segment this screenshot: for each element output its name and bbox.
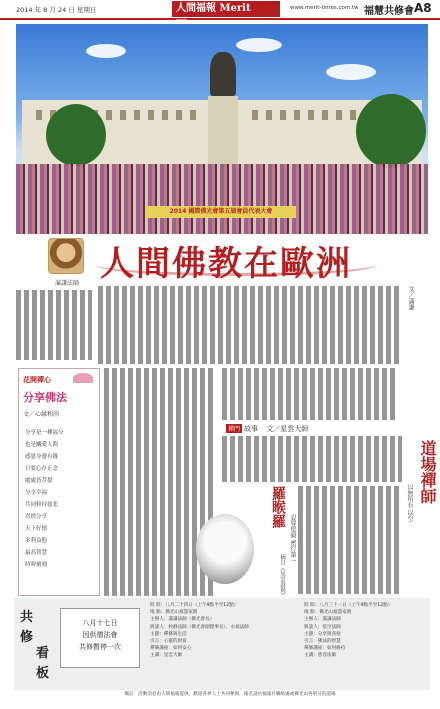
box-subtitle: 分享佛法	[23, 391, 67, 404]
schedule-line: 禪修講座：如何修持	[304, 646, 346, 652]
schedule-line: 引言：心靈的財富	[150, 639, 187, 645]
schedule-line: 主題：分享與喜捨	[304, 631, 341, 637]
story-label	[226, 424, 308, 434]
article-body-left	[16, 290, 92, 360]
list-item: 共同修持慈悲	[25, 502, 59, 508]
article-body-right-top	[222, 368, 398, 420]
cloud-shape	[86, 44, 126, 58]
schedule-column-1	[150, 602, 290, 660]
dao-subtitle: 以無所有 以空	[406, 484, 413, 522]
dao-title: 道場禪師	[418, 440, 437, 504]
cloud-shape	[326, 64, 376, 80]
list-item: 天下好德	[25, 526, 48, 532]
list-item: 喜捨分享	[25, 514, 48, 520]
website-url: www.merit-times.com.tw	[290, 5, 359, 11]
cloud-shape	[236, 38, 282, 52]
section-title: 福慧共修會	[364, 6, 414, 17]
story-label-text: 故事	[244, 425, 259, 433]
group-of-people	[16, 164, 428, 234]
rohula-subtitle: 忍辱堅毅 密行第一	[289, 514, 296, 564]
tree-shape	[46, 104, 106, 166]
schedule-line: 時 間：八月三十一日（上午9點半至12點）	[304, 603, 393, 608]
heading-char: 看	[36, 646, 50, 661]
notice-line: 因供僧法會	[82, 631, 118, 639]
schedule-column-2	[304, 602, 428, 660]
schedule-line: 時 間：八月二十四日（上午9點半至12點）	[150, 603, 239, 608]
list-item: 時時刻刻	[25, 562, 48, 568]
article-title: 人間佛教在歐洲	[100, 244, 352, 284]
schedule-line: 主講：星雲大師	[150, 653, 183, 659]
schedule-line: 與談人：依空法師	[304, 624, 341, 630]
schedule-line: 地 點：佛光山福慧家園	[150, 610, 198, 616]
list-item: 只要心存正念	[25, 466, 59, 472]
story-tag: 禪門	[228, 426, 241, 433]
list-item: 最高智慧	[25, 550, 48, 556]
buddha-statue-image	[196, 514, 254, 584]
newspaper-logo: 人間福報 Merit	[172, 1, 280, 17]
notice-line: 八月十七日	[82, 619, 118, 627]
box-byline: 文／心縁和尚	[23, 411, 60, 418]
schedule-line: 地 點：佛光山福慧家園	[304, 610, 352, 616]
schedule-line: 主辦人：滿謙法師	[304, 617, 341, 623]
schedule-line: 與談人：妙靜法師（佛光會副理事長）、永福法師	[150, 624, 249, 630]
verse-list	[25, 427, 64, 571]
article-body-upper	[98, 286, 402, 364]
article-byline: 文／滿謙	[407, 286, 414, 310]
story-body-lower	[298, 486, 400, 594]
schedule-line: 禪修講座：如何安心	[150, 646, 192, 652]
issue-date: 2014 年 8 月 24 日 星期日	[16, 6, 97, 14]
page-header	[0, 0, 440, 20]
schedule-line: 主講：慈容法師	[304, 653, 337, 659]
author-name: 滿謙法師	[54, 280, 79, 287]
list-item: 分享是一種福分	[25, 430, 64, 436]
author-portrait	[48, 238, 84, 274]
bulletin-footer: 備註：活動消息由人間福報提供，歡迎各界人士共同參與，報名請洽福報社聯絡處或佛光山各別分院道場	[124, 692, 336, 697]
schedule-line: 引言：佛法的智慧	[304, 639, 341, 645]
suspension-notice	[60, 608, 140, 668]
box-heading: 花開禪心	[23, 376, 51, 384]
group-banner: 2014 國際佛光會第五屆會員代表大會	[146, 206, 296, 218]
dharma-sharing-box	[18, 368, 100, 596]
list-item: 處處皆菩提	[25, 478, 53, 484]
story-byline: 文／星雲大師	[266, 425, 309, 433]
practice-bulletin	[14, 598, 430, 690]
rohula-source: 摘自《星雲說偈》	[279, 554, 285, 598]
hero-photo	[16, 24, 428, 234]
equestrian-statue	[210, 52, 236, 96]
lotus-icon	[73, 373, 93, 383]
tree-shape	[356, 94, 426, 168]
bulletin-heading	[18, 600, 52, 688]
list-item: 也是關愛人間	[25, 442, 59, 448]
story-body	[222, 436, 402, 482]
statue-pedestal	[208, 96, 238, 166]
schedule-line: 主辦人：滿謙法師（佛光會長）	[150, 617, 215, 623]
list-item: 感恩身邊有緣	[25, 454, 59, 460]
list-item: 多利益他	[25, 538, 48, 544]
heading-char: 修	[20, 630, 34, 645]
page-number: A8	[414, 1, 432, 15]
heading-char: 共	[20, 610, 34, 625]
rohula-title: 羅睺羅	[270, 486, 286, 528]
heading-char: 板	[36, 666, 50, 681]
schedule-line: 主題：禪修與生活	[150, 631, 187, 637]
list-item: 分享幸福	[25, 490, 48, 496]
notice-line: 共修暫停一次	[79, 643, 121, 651]
